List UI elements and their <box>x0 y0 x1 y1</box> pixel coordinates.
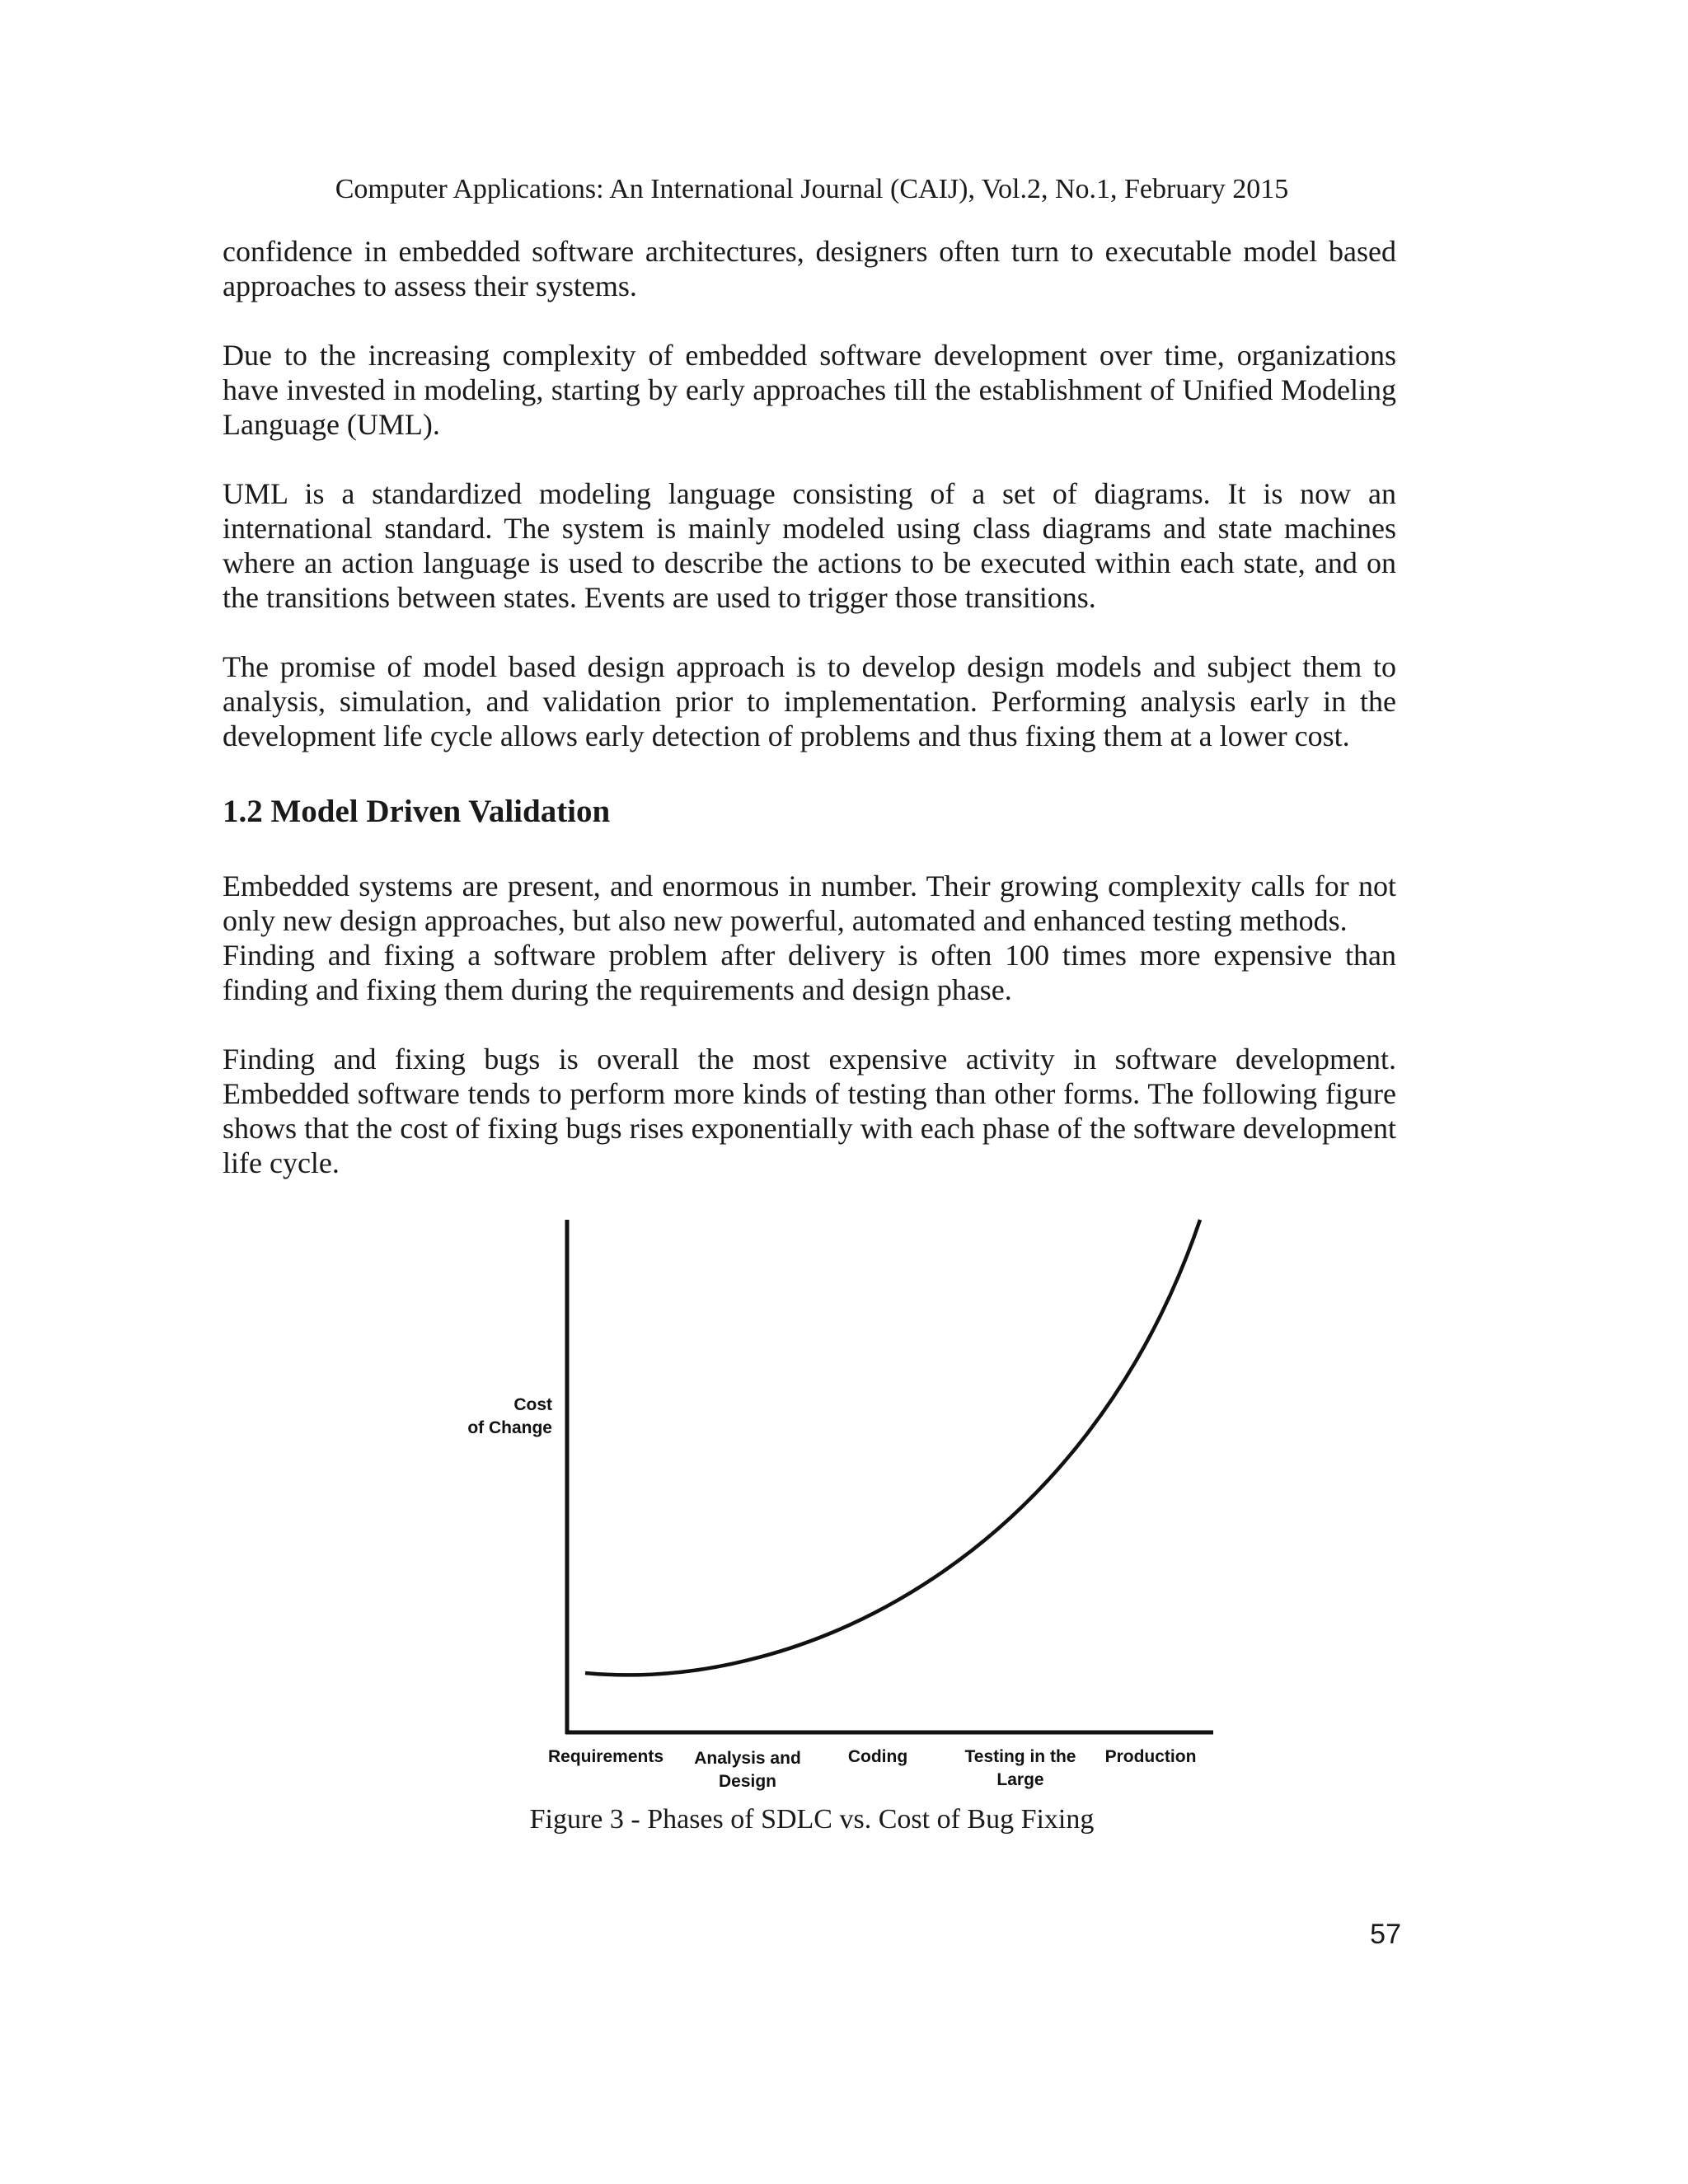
cost-curve <box>585 1220 1200 1675</box>
body-text-top <box>223 234 1396 753</box>
x-label-analysis-design-line1: Analysis and <box>694 1749 801 1768</box>
cost-curve-diagram <box>462 1203 1220 1797</box>
x-label-production: Production <box>1104 1747 1197 1766</box>
x-label-requirements: Requirements <box>547 1747 664 1766</box>
x-label-analysis-design-line2: Design <box>718 1772 777 1791</box>
paragraph: The promise of model based design approach is to develop design models and subject them to analysis, simulation, and validation prior to implementation. Performing analysis early in the development life cycle allows early detection of problems and thus fixing them at a lower cost. <box>223 650 1396 752</box>
paragraph: Finding and fixing bugs is overall the most expensive activity in software development. Embedded software tends to perform more kinds of testing than other forms. The following figure shows that the cost of fixing bugs rises exponentially with each phase of the software development life cycle. <box>223 1043 1396 1179</box>
cost-of-change-figure <box>462 1203 1220 1797</box>
y-axis-label-line2: of Change <box>467 1418 552 1437</box>
paragraph: Finding and fixing a software problem after delivery is often 100 times more expensive than finding and fixing them during the requirements and design phase. <box>223 939 1396 1006</box>
x-label-testing-line1: Testing in the <box>964 1747 1076 1766</box>
body-text-section-1-2 <box>223 869 1396 1180</box>
page-number: 57 <box>1370 1919 1401 1950</box>
x-label-coding: Coding <box>847 1747 908 1766</box>
section-heading: 1.2 Model Driven Validation <box>223 794 611 829</box>
y-axis-label-line1: Cost <box>513 1395 552 1414</box>
paragraph: confidence in embedded software architectures, designers often turn to executable model based approaches to assess their systems. <box>223 235 1396 302</box>
paragraph: Embedded systems are present, and enormous in number. Their growing complexity calls for not only new design approaches, but also new powerful, automated and enhanced testing methods. <box>223 869 1396 937</box>
figure-caption: Figure 3 - Phases of SDLC vs. Cost of Bug Fixing <box>529 1804 1095 1835</box>
x-label-testing-line2: Large <box>996 1770 1044 1789</box>
running-header: Computer Applications: An International Journal (CAIJ), Vol.2, No.1, February 2015 <box>335 174 1289 204</box>
paragraph: Due to the increasing complexity of embedded software development over time, organizations have invested in modeling, starting by early approaches till the establishment of Unified Modeling Language (UML). <box>223 339 1396 441</box>
paragraph: UML is a standardized modeling language consisting of a set of diagrams. It is now an international standard. The system is mainly modeled using class diagrams and state machines where an action language is used to describe the actions to be executed within each state, and on the transitions between states. Events are used to trigger those transitions. <box>223 477 1396 614</box>
